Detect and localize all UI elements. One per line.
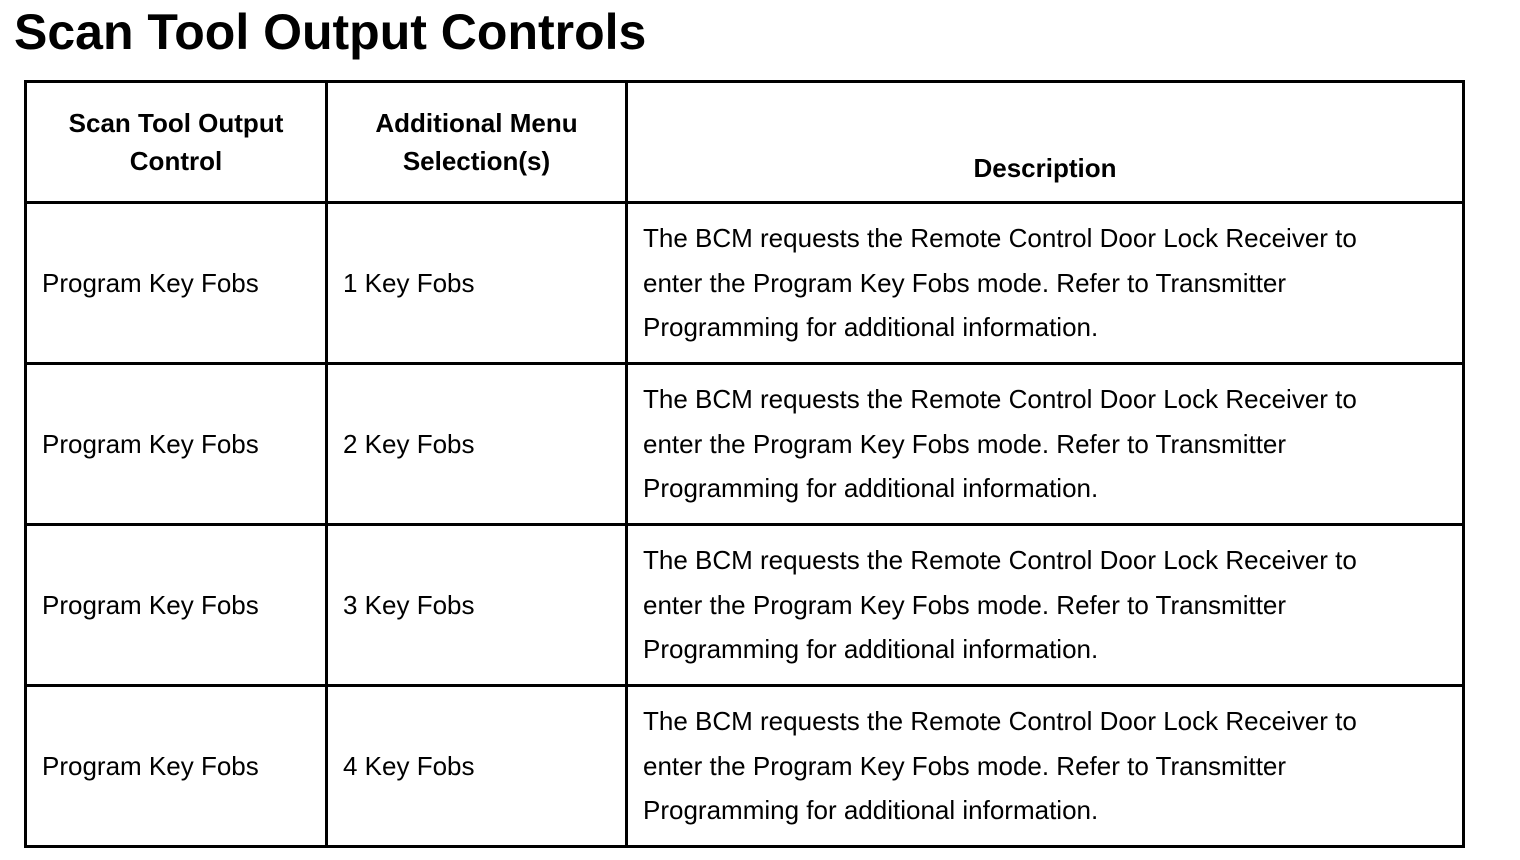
output-controls-table bbox=[24, 80, 1465, 848]
cell-description: The BCM requests the Remote Control Door Lock Receiver to enter the Program Key Fobs mode. Refer to Transmitter Programming for additional information. bbox=[627, 203, 1464, 364]
cell-output-control: Program Key Fobs bbox=[26, 525, 327, 686]
cell-output-control: Program Key Fobs bbox=[26, 686, 327, 847]
output-controls-table-container bbox=[24, 80, 1464, 848]
header-description: Description bbox=[627, 82, 1464, 203]
cell-description: The BCM requests the Remote Control Door Lock Receiver to enter the Program Key Fobs mode. Refer to Transmitter Programming for additional information. bbox=[627, 525, 1464, 686]
table-row bbox=[26, 203, 1464, 364]
table-body bbox=[26, 203, 1464, 847]
cell-output-control: Program Key Fobs bbox=[26, 364, 327, 525]
header-row bbox=[26, 82, 1464, 203]
header-scan-tool-output-control: Scan Tool Output Control bbox=[26, 82, 327, 203]
cell-menu-selection: 3 Key Fobs bbox=[327, 525, 627, 686]
cell-description: The BCM requests the Remote Control Door Lock Receiver to enter the Program Key Fobs mode. Refer to Transmitter Programming for additional information. bbox=[627, 364, 1464, 525]
cell-menu-selection: 2 Key Fobs bbox=[327, 364, 627, 525]
page-title: Scan Tool Output Controls bbox=[14, 4, 647, 60]
cell-description: The BCM requests the Remote Control Door Lock Receiver to enter the Program Key Fobs mode. Refer to Transmitter Programming for additional information. bbox=[627, 686, 1464, 847]
table-row bbox=[26, 364, 1464, 525]
cell-output-control: Program Key Fobs bbox=[26, 203, 327, 364]
table-header bbox=[26, 82, 1464, 203]
cell-menu-selection: 1 Key Fobs bbox=[327, 203, 627, 364]
table-row bbox=[26, 686, 1464, 847]
table-row bbox=[26, 525, 1464, 686]
cell-menu-selection: 4 Key Fobs bbox=[327, 686, 627, 847]
header-additional-menu-selections: Additional Menu Selection(s) bbox=[327, 82, 627, 203]
